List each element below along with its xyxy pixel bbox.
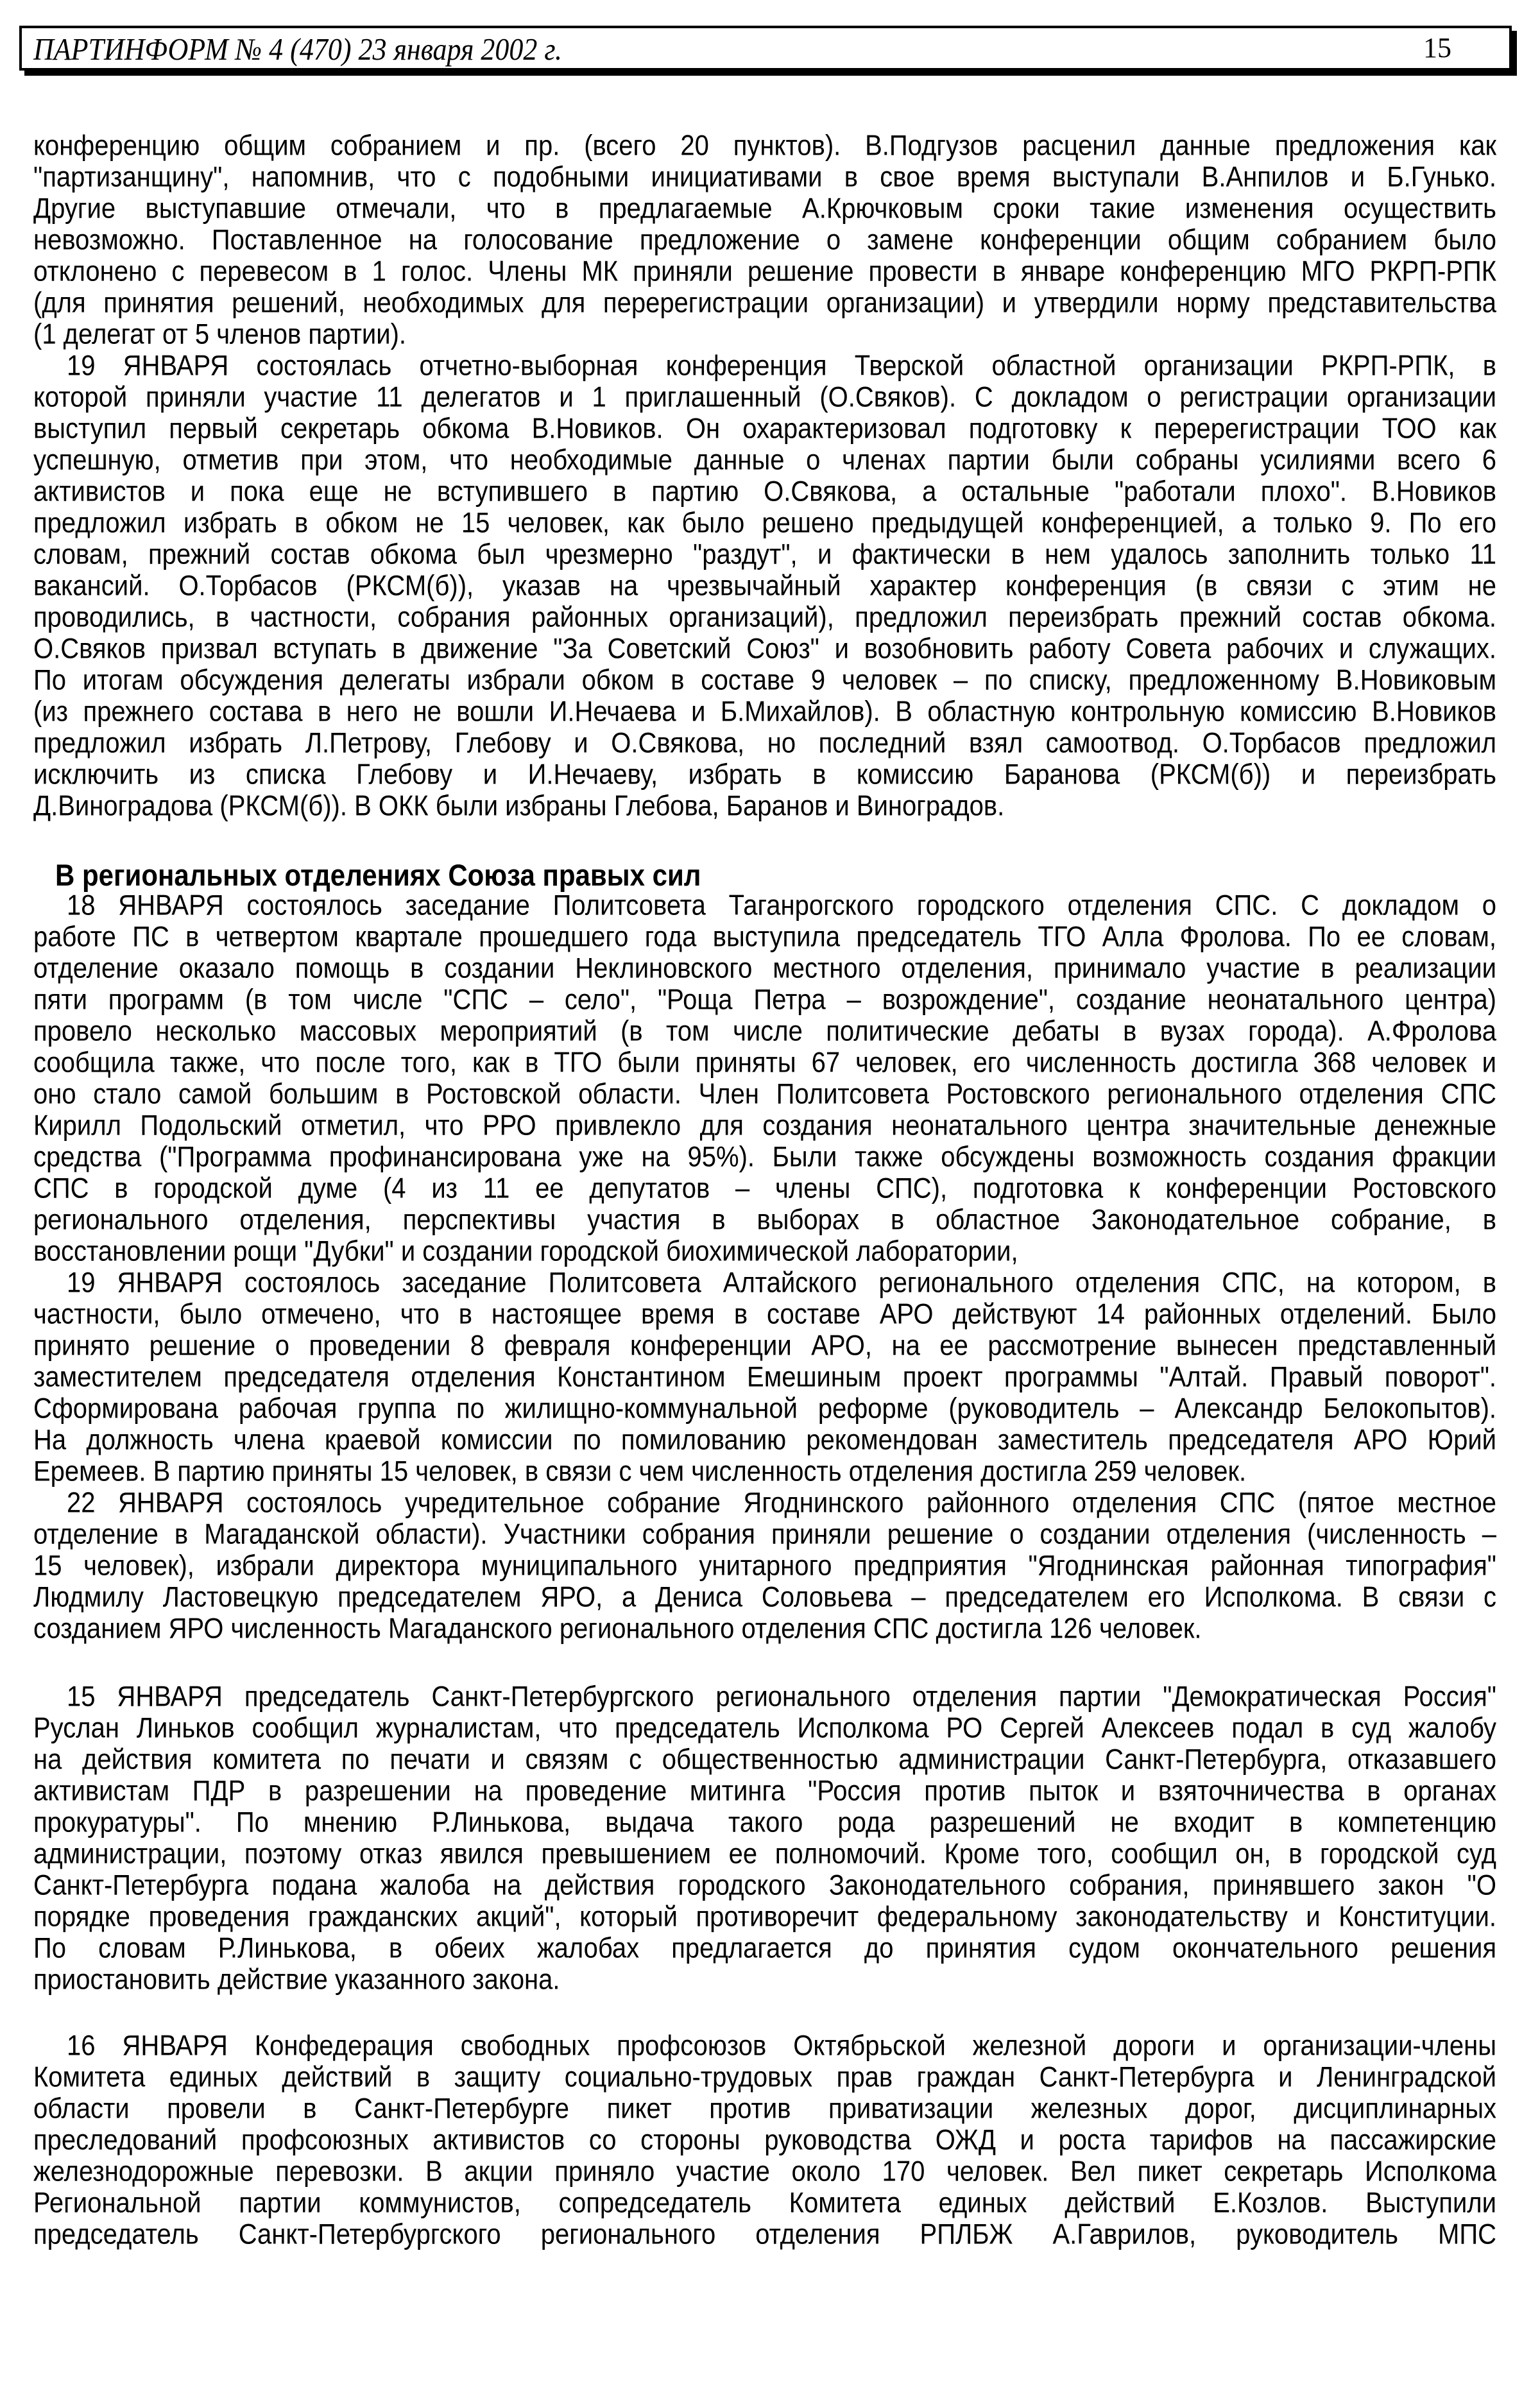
text-line: проводились, в частности, собрания районных организаций), предложил переизбрать прежний состав обкома. [33, 601, 1496, 633]
text-line: отделение в Магаданской области). Участники собрания приняли решение о создании отделения (численность – [33, 1518, 1496, 1550]
text-line: средства ("Программа профинансирована уже на 95%). Были также обсуждены возможность создания фракции [33, 1141, 1496, 1173]
text-line: конференцию общим собранием и пр. (всего 20 пунктов). В.Подгузов расценил данные предложения как [33, 130, 1496, 162]
text-line: предложил избрать Л.Петрову, Глебову и О.Свякова, но последний взял самоотвод. О.Торбасов предложил [33, 727, 1496, 759]
text-line: словам, прежний состав обкома был чрезмерно "раздут", и фактически в нем удалось заполнить только 11 [33, 538, 1496, 570]
text-line: Кирилл Подольский отметил, что РРО привлекло для создания неонатального центра значительные денежные [33, 1110, 1496, 1142]
text-line: активистам ПДР в разрешении на проведение митинга "Россия против пыток и взяточничества в органах [33, 1775, 1496, 1807]
text-line: созданием ЯРО численность Магаданского регионального отделения СПС достигла 126 человек. [33, 1613, 1202, 1645]
text-line: СПС в городской думе (4 из 11 ее депутатов – члены СПС), подготовка к конференции Ростовского [33, 1172, 1496, 1204]
text-line: (для принятия решений, необходимых для перерегистрации организации) и утвердили норму представительства [33, 287, 1496, 319]
text-line: принято решение о проведении 8 февраля конференции АРО, на ее рассмотрение вынесен представленный [33, 1330, 1496, 1362]
text-line: заместителем председателя отделения Константином Емешиным проект программы "Алтай. Правый поворот". [33, 1361, 1496, 1393]
page-number: 15 [1423, 32, 1451, 64]
text-line: Санкт-Петербурга подана жалоба на действия городского Законодательного собрания, принявшего закон "О [33, 1869, 1496, 1901]
text-line: На должность члена краевой комиссии по помилованию рекомендован заместитель председателя АРО Юрий [33, 1424, 1496, 1456]
text-line: регионального отделения, перспективы участия в выборах в областное Законодательное собрание, в [33, 1204, 1496, 1236]
text-line: преследований профсоюзных активистов со стороны руководства ОЖД и роста тарифов на пассажирские [33, 2124, 1496, 2156]
text-line: (из прежнего состава в него не вошли И.Нечаева и Б.Михайлов). В областную контрольную комиссию В.Новиков [33, 696, 1496, 728]
text-line: частности, было отмечено, что в настоящее время в составе АРО действуют 14 районных отделений. Было [33, 1298, 1496, 1330]
text-line: Д.Виноградова (РКСМ(б)). В ОКК были избраны Глебова, Баранов и Виноградов. [33, 790, 1005, 822]
section-heading: В региональных отделениях Союза правых сил [55, 858, 701, 892]
text-line: 19 ЯНВАРЯ состоялась отчетно-выборная конференция Тверской областной организации РКРП-РПК, в [67, 350, 1496, 382]
text-line: приостановить действие указанного закона. [33, 1964, 560, 1996]
text-line: невозможно. Поставленное на голосование предложение о замене конференции общим собранием было [33, 224, 1496, 256]
paragraph [33, 130, 1496, 350]
text-line: "партизанщину", напомнив, что с подобными инициативами в свое время выступали В.Анпилов и Б.Гунько. [33, 161, 1496, 193]
text-line: 16 ЯНВАРЯ Конфедерация свободных профсоюзов Октябрьской железной дороги и организации-члены [67, 2030, 1496, 2062]
text-line: 15 человек), избрали директора муниципального унитарного предприятия "Ягоднинская районная типография" [33, 1550, 1496, 1582]
paragraph [33, 1681, 1496, 1996]
text-line: порядке проведения гражданских акций", который противоречит федеральному законодательству и Конституции. [33, 1901, 1496, 1933]
text-line: отклонено с перевесом в 1 голос. Члены МК приняли решение провести в январе конференцию МГО РКРП-РПК [33, 255, 1496, 287]
text-line: сообщила также, что после того, как в ТГО были приняты 67 человек, его численность достигла 368 человек и [33, 1047, 1496, 1079]
text-line: администрации, поэтому отказ явился превышением ее полномочий. Кроме того, сообщил он, в городской суд [33, 1838, 1496, 1870]
paragraph [33, 890, 1496, 1267]
text-line: железнодорожные перевозки. В акции приняло участие около 170 человек. Вел пикет секретарь Исполкома [33, 2155, 1496, 2188]
paragraph [33, 1267, 1496, 1487]
text-line: отделение оказало помощь в создании Неклиновского местного отделения, принимало участие в реализации [33, 952, 1496, 984]
paragraph [33, 1487, 1496, 1645]
text-line: Руслан Линьков сообщил журналистам, что председатель Исполкома РО Сергей Алексеев подал в суд жалобу [33, 1712, 1496, 1744]
text-line: По словам Р.Линькова, в обеих жалобах предлагается до принятия судом окончательного решения [33, 1932, 1496, 1964]
publication-title: ПАРТИНФОРМ № 4 (470) 23 января 2002 г. [33, 32, 563, 67]
paragraph [33, 2030, 1496, 2250]
text-line: Комитета единых действий в защиту социально-трудовых прав граждан Санкт-Петербурга и Ленинградской [33, 2061, 1496, 2093]
paragraph [33, 350, 1496, 822]
text-line: Еремеев. В партию приняты 15 человек, в связи с чем численность отделения достигла 259 человек. [33, 1455, 1247, 1487]
page-header [19, 26, 1512, 71]
text-line: 18 ЯНВАРЯ состоялось заседание Политсовета Таганрогского городского отделения СПС. С докладом о [67, 889, 1496, 921]
text-line: активистов и пока еще не вступившего в партию О.Свякова, а остальные "работали плохо". В.Новиков [33, 476, 1496, 508]
text-line: председатель Санкт-Петербургского регионального отделения РПЛБЖ А.Гаврилов, руководитель МПС [33, 2218, 1496, 2250]
text-line: Другие выступавшие отмечали, что в предлагаемые А.Крючковым сроки такие изменения осуществить [33, 193, 1496, 225]
text-line: исключить из списка Глебову и И.Нечаеву, избрать в комиссию Баранова (РКСМ(б)) и переизбрать [33, 758, 1496, 791]
text-line: Региональной партии коммунистов, сопредседатель Комитета единых действий Е.Козлов. Выступили [33, 2187, 1496, 2219]
text-line: работе ПС в четвертом квартале прошедшего года выступила председатель ТГО Алла Фролова. По ее словам, [33, 921, 1496, 953]
text-line: области провели в Санкт-Петербурге пикет против приватизации железных дорог, дисциплинарных [33, 2093, 1496, 2125]
text-line: вакансий. О.Торбасов (РКСМ(б)), указав на чрезвычайный характер конференция (в связи с этим не [33, 570, 1496, 602]
text-line: провело несколько массовых мероприятий (в том числе политические дебаты в вузах города). А.Фролова [33, 1015, 1496, 1047]
text-line: которой приняли участие 11 делегатов и 1 приглашенный (О.Свяков). С докладом о регистрации организации [33, 381, 1496, 413]
text-line: О.Свяков призвал вступать в движение "За Советский Союз" и возобновить работу Совета рабочих и служащих. [33, 633, 1496, 665]
text-line: 22 ЯНВАРЯ состоялось учредительное собрание Ягоднинского районного отделения СПС (пятое местное [67, 1487, 1496, 1519]
text-line: выступил первый секретарь обкома В.Новиков. Он охарактеризовал подготовку к перерегистрации ТОО как [33, 413, 1496, 445]
text-line: предложил избрать в обком не 15 человек, как было решено предыдущей конференцией, а только 9. По его [33, 507, 1496, 539]
text-line: По итогам обсуждения делегаты избрали обком в составе 9 человек – по списку, предложенному В.Новиковым [33, 664, 1496, 696]
text-line: Сформирована рабочая группа по жилищно-коммунальной реформе (руководитель – Александр Белокопытов). [33, 1392, 1496, 1425]
text-line: на действия комитета по печати и связям с общественностью администрации Санкт-Петербурга, отказавшего [33, 1744, 1496, 1776]
text-line: пяти программ (в том числе "СПС – село", "Роща Петра – возрождение", создание неонатального центра) [33, 984, 1496, 1016]
text-line: 15 ЯНВАРЯ председатель Санкт-Петербургского регионального отделения партии "Демократическая Россия" [67, 1681, 1496, 1713]
text-line: успешную, отметив при этом, что необходимые данные о членах партии были собраны усилиями всего 6 [33, 444, 1496, 476]
text-line: 19 ЯНВАРЯ состоялось заседание Политсовета Алтайского регионального отделения СПС, на котором, в [67, 1267, 1496, 1299]
text-line: Людмилу Ластовецкую председателем ЯРО, а Дениса Соловьева – председателем его Исполкома. В связи с [33, 1581, 1496, 1613]
text-line: оно стало самой большим в Ростовской области. Член Политсовета Ростовского регионального отделения СПС [33, 1078, 1496, 1110]
text-line: (1 делегат от 5 членов партии). [33, 318, 407, 350]
text-line: восстановлении рощи "Дубки" и создании городской биохимической лаборатории, [33, 1235, 1018, 1267]
text-line: прокуратуры". По мнению Р.Линькова, выдача такого рода разрешений не входит в компетенцию [33, 1806, 1496, 1838]
